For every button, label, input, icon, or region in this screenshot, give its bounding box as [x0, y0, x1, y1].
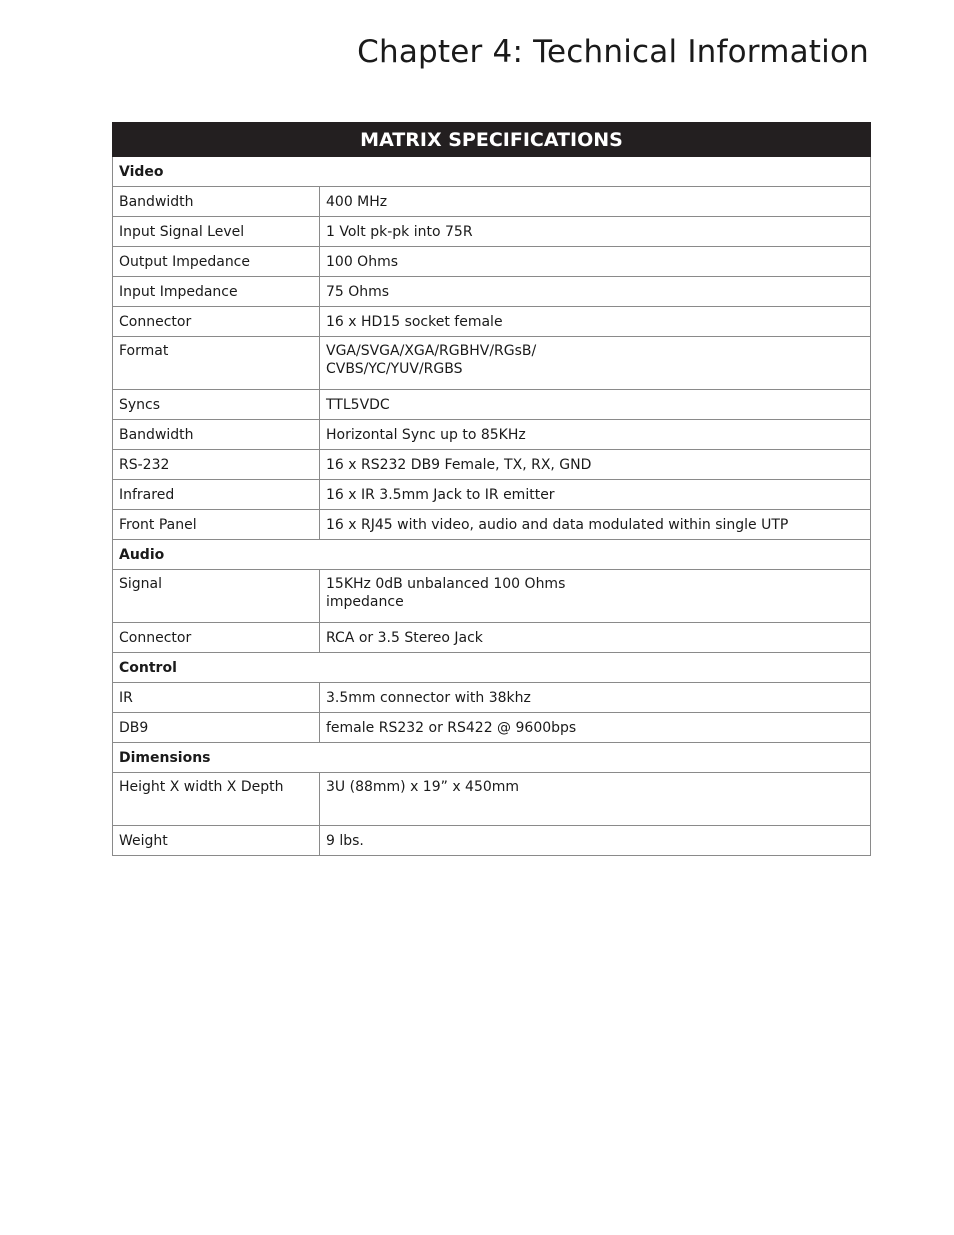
spec-value	[320, 683, 871, 713]
table-row	[113, 217, 871, 247]
spec-value	[320, 247, 871, 277]
spec-label: RS-232	[113, 450, 320, 480]
spec-value-line: VGA/SVGA/XGA/RGBHV/RGsB/	[326, 343, 537, 359]
matrix-specifications-table	[112, 122, 871, 856]
table-row	[113, 570, 871, 623]
spec-value-line: 75 Ohms	[326, 283, 390, 300]
spec-label: Input Signal Level	[113, 217, 320, 247]
spec-value	[320, 570, 871, 623]
table-row	[113, 450, 871, 480]
spec-label: Front Panel	[113, 510, 320, 540]
spec-value-line: 9 lbs.	[326, 832, 364, 849]
spec-value-line: TTL5VDC	[326, 396, 390, 413]
spec-label: Weight	[113, 826, 320, 856]
spec-value	[320, 277, 871, 307]
spec-value	[320, 826, 871, 856]
spec-value-line: 16 x RJ45 with video, audio and data modulated within single UTP	[326, 516, 789, 533]
spec-label: Syncs	[113, 390, 320, 420]
section-header-row	[113, 653, 871, 683]
spec-value	[320, 623, 871, 653]
table-row	[113, 713, 871, 743]
section-header-row	[113, 540, 871, 570]
table-row	[113, 623, 871, 653]
table-row	[113, 773, 871, 826]
spec-value	[320, 480, 871, 510]
spec-value	[320, 390, 871, 420]
spec-label: Input Impedance	[113, 277, 320, 307]
section-header: Audio	[113, 540, 871, 570]
spec-value-line: 1 Volt pk-pk into 75R	[326, 223, 473, 240]
section-header-row	[113, 157, 871, 187]
table-row	[113, 187, 871, 217]
table-row	[113, 510, 871, 540]
table-row	[113, 390, 871, 420]
table-row	[113, 420, 871, 450]
spec-value	[320, 420, 871, 450]
spec-value	[320, 187, 871, 217]
spec-label: Bandwidth	[113, 420, 320, 450]
chapter-title: Chapter 4: Technical Information	[357, 34, 869, 70]
section-header: Video	[113, 157, 871, 187]
spec-label: Connector	[113, 307, 320, 337]
spec-label: Bandwidth	[113, 187, 320, 217]
table-row	[113, 307, 871, 337]
spec-value-line: 100 Ohms	[326, 253, 398, 270]
spec-label: Output Impedance	[113, 247, 320, 277]
spec-value	[320, 773, 871, 826]
spec-value-line: 16 x IR 3.5mm Jack to IR emitter	[326, 486, 555, 503]
spec-value-line: 16 x HD15 socket female	[326, 313, 503, 330]
spec-value-line: impedance	[326, 594, 404, 610]
table-row	[113, 277, 871, 307]
section-header: Dimensions	[113, 743, 871, 773]
spec-value-line: 15KHz 0dB unbalanced 100 Ohms	[326, 576, 566, 592]
spec-label: IR	[113, 683, 320, 713]
spec-value-line: female RS232 or RS422 @ 9600bps	[326, 719, 577, 736]
table-row	[113, 826, 871, 856]
spec-label: Signal	[113, 570, 320, 623]
spec-value-line: CVBS/YC/YUV/RGBS	[326, 361, 463, 377]
spec-value-line: 3.5mm connector with 38khz	[326, 689, 531, 706]
spec-label: Format	[113, 337, 320, 390]
spec-value	[320, 307, 871, 337]
spec-value-line: Horizontal Sync up to 85KHz	[326, 426, 526, 443]
spec-label: Infrared	[113, 480, 320, 510]
spec-value-line: 16 x RS232 DB9 Female, TX, RX, GND	[326, 456, 592, 473]
section-header-row	[113, 743, 871, 773]
spec-label: DB9	[113, 713, 320, 743]
spec-value	[320, 217, 871, 247]
spec-value	[320, 337, 871, 390]
section-header: Control	[113, 653, 871, 683]
spec-value	[320, 510, 871, 540]
table-body	[113, 157, 871, 856]
table-row	[113, 337, 871, 390]
table-title: MATRIX SPECIFICATIONS	[113, 123, 871, 157]
spec-label: Connector	[113, 623, 320, 653]
table-row	[113, 683, 871, 713]
spec-value	[320, 713, 871, 743]
spec-value	[320, 450, 871, 480]
table-row	[113, 247, 871, 277]
spec-value-line: 3U (88mm) x 19” x 450mm	[326, 779, 520, 795]
table-row	[113, 480, 871, 510]
spec-value-line: RCA or 3.5 Stereo Jack	[326, 629, 483, 646]
spec-label: Height X width X Depth	[113, 773, 320, 826]
spec-value-line: 400 MHz	[326, 193, 388, 210]
